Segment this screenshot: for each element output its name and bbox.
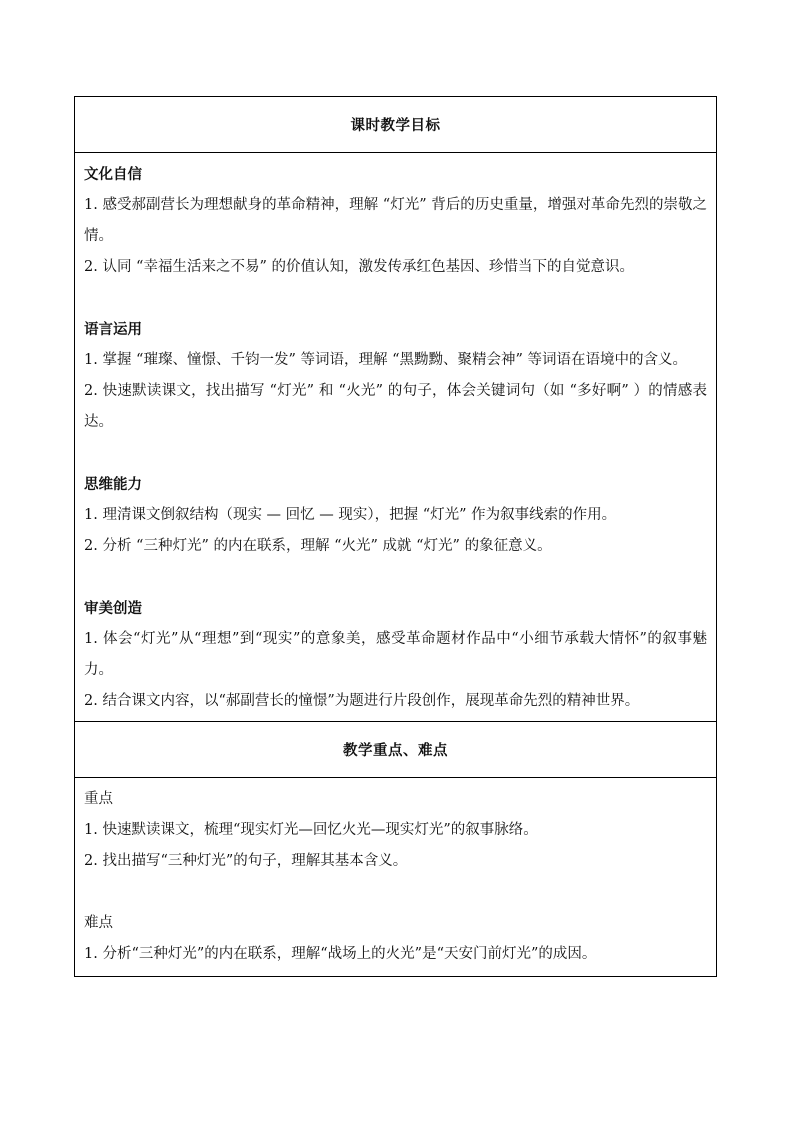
- list-item: 2. 分析 “三种灯光” 的内在联系，理解 “火光” 成就 “灯光” 的象征意义。: [84, 538, 552, 554]
- section-aesthetics: [84, 593, 707, 717]
- list-item: 2. 快速默读课文，找出描写 “灯光” 和 “火光” 的句子，体会关键词句（如 “多好啊” ）的情感表达。: [84, 383, 707, 430]
- difficult-points-title: 难点: [84, 915, 113, 931]
- list-item: 1. 理清课文倒叙结构（现实 — 回忆 — 现实），把握 “灯光” 作为叙事线索的作用。: [84, 507, 617, 523]
- list-item: 1. 感受郝副营长为理想献身的革命精神，理解 “灯光” 背后的历史重量，增强对革命先烈的崇敬之情。: [84, 197, 707, 244]
- spacer: [84, 438, 707, 469]
- list-item: 2. 结合课文内容，以“郝副营长的憧憬”为题进行片段创作，展现革命先烈的精神世界。: [84, 693, 640, 709]
- goals-cell: [75, 153, 716, 722]
- spacer: [84, 283, 707, 314]
- key-points-title: 重点: [84, 791, 113, 807]
- focus-header: 教学重点、难点: [75, 722, 716, 778]
- list-item: 1. 快速默读课文，梳理“现实灯光—回忆火光—现实灯光”的叙事脉络。: [84, 822, 538, 838]
- section-title: 语言运用: [84, 321, 142, 338]
- list-item: 2. 认同 “幸福生活来之不易” 的价值认知，激发传承红色基因、珍惜当下的自觉意识。: [84, 259, 634, 275]
- spacer: [84, 877, 707, 908]
- list-item: 1. 掌握 “璀璨、憧憬、千钧一发” 等词语，理解 “黑黝黝、聚精会神” 等词语在语境中的含义。: [84, 352, 688, 368]
- list-item: 2. 找出描写“三种灯光”的句子，理解其基本含义。: [84, 853, 408, 869]
- list-item: 1. 分析“三种灯光”的内在联系，理解“战场上的火光”是“天安门前灯光”的成因。: [84, 946, 597, 962]
- goals-header: 课时教学目标: [75, 97, 716, 153]
- section-title: 思维能力: [84, 476, 142, 493]
- section-title: 文化自信: [84, 166, 142, 183]
- section-culture: [84, 159, 707, 283]
- section-title: 审美创造: [84, 600, 142, 617]
- section-language: [84, 314, 707, 438]
- list-item: 1. 体会“灯光”从“理想”到“现实”的意象美，感受革命题材作品中“小细节承载大情怀”的叙事魅力。: [84, 631, 707, 678]
- spacer: [84, 562, 707, 593]
- focus-cell: [75, 778, 716, 976]
- section-thinking: [84, 469, 707, 562]
- lesson-table: [74, 96, 717, 977]
